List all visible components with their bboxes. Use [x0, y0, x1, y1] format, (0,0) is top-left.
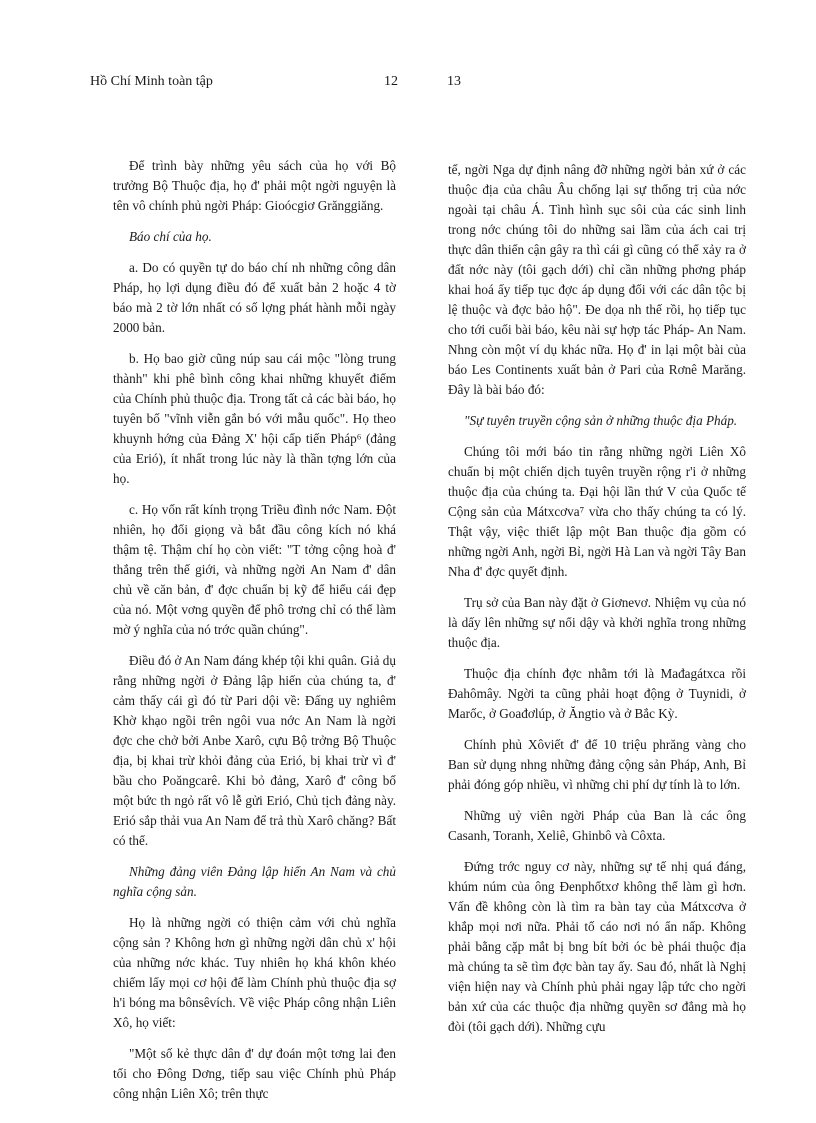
paragraph: Chính phủ Xôviết đ' để 10 triệu phrăng vàng cho Ban sử dụng nhng những đảng cộng sản Pháp, Anh, Bỉ phải đóng góp nhiều, vì những chi phí dự tính là to lớn.: [448, 737, 746, 792]
right-page-number: 13: [447, 74, 461, 89]
quoted-article-title: "Sự tuyên truyền cộng sản ở những thuộc địa Pháp.: [464, 413, 738, 428]
paragraph: Trụ sở của Ban này đặt ở Giơnevơ. Nhiệm vụ của nó là dấy lên những sự nổi dậy và khởi nghĩa trong những thuộc địa.: [448, 595, 746, 650]
subheading: Những đảng viên Đảng lập hiến An Nam và chủ nghĩa cộng sản.: [113, 864, 396, 899]
subheading: Báo chí của họ.: [129, 229, 212, 244]
paragraph: Thuộc địa chính đợc nhằm tới là Mađagátxca rồi Đahômây. Ngời ta cũng phải hoạt động ở Tuynidi, ở Marốc, ở Goađơlúp, ở Ăngtio và ở Bắc Kỳ.: [448, 666, 746, 721]
left-page-number: 12: [384, 74, 398, 89]
paragraph: Họ là những ngời có thiện cảm với chủ nghĩa cộng sản ? Không hơn gì những ngời dân chủ x' hội của những nớc khác. Tuy nhiên họ khá khôn khéo chiếm lấy mọi cơ hội để làm Chính phủ thuộc địa sợ h'i bóng ma bônsêvích. Về việc Pháp công nhận Liên Xô, họ viết:: [113, 915, 396, 1030]
paragraph: Chúng tôi mới báo tin rằng những ngời Liên Xô chuẩn bị một chiến dịch tuyên truyền rộng r'i ở những thuộc địa của chúng ta. Đại hội lần thứ V của Quốc tế Cộng sản của Mátxcơva⁷ vừa cho thấy chúng ta có lý. Thật vậy, việc thiết lập một Ban thuộc địa gồm có những ngời Anh, ngời Bỉ, ngời Hà Lan và ngời Tây Ban Nha đ' đợc quyết định.: [448, 444, 746, 579]
left-page-body: [113, 156, 396, 1115]
paragraph: Đứng trớc nguy cơ này, những sự tế nhị quá đáng, khúm núm của ông Đenphốtxơ không thể làm gì hơn. Vấn đề không còn là tìm ra bàn tay của Mátxcơva ở khắp mọi nơi nữa. Phải tố cáo nơi nó ẩn nấp. Không phải bằng cặp mắt bị bng bít bởi óc bè phái thuộc địa mà chúng ta sẽ tìm đợc bàn tay ấy. Sau đó, nhất là Nghị viện hiện nay và Chính phủ phải ngay lập tức cho ngời bản xứ của các thuộc địa những quyền sơ đẳng mà họ đòi (tôi gạch dới). Những cựu: [448, 859, 746, 1034]
paragraph: "Một số kẻ thực dân đ' dự đoán một tơng lai đen tối cho Đông Dơng, tiếp sau việc Chính phủ Pháp công nhận Liên Xô; trên thực: [113, 1046, 396, 1101]
paragraph: Những uỷ viên ngời Pháp của Ban là các ông Casanh, Toranh, Xeliê, Ghinbô và Côxta.: [448, 808, 746, 843]
paragraph: a. Do có quyền tự do báo chí nh những công dân Pháp, họ lợi dụng điều đó để xuất bản 2 hoặc 4 tờ báo mà 2 tờ lớn nhất có số lợng phát hành mỗi ngày 2000 bản.: [113, 260, 396, 335]
right-page-body: [448, 160, 746, 1048]
paragraph: Để trình bày những yêu sách của họ với Bộ trưởng Bộ Thuộc địa, họ đ' phải một ngời nguyện là tên vô chính phủ ngời Pháp: Gioócgiơ Grănggiăng.: [113, 158, 396, 213]
paragraph: c. Họ vốn rất kính trọng Triều đình nớc Nam. Đột nhiên, họ đổi giọng và bắt đầu công kích nó khá thậm tệ. Thậm chí họ còn viết: "T tởng cộng hoà đ' thắng trên thế giới, và những ngời An Nam đ' dân chủ về căn bản, đ' đợc chuẩn bị kỹ để hiểu cái đẹp của nó. Một vơng quyền để phô trơng chỉ có thể làm mờ ý nghĩa của nó trớc quần chúng".: [113, 502, 396, 637]
paragraph: Điều đó ở An Nam đáng khép tội khi quân. Giả dụ rằng những ngời ở Đảng lập hiến của chúng ta, đ' cảm thấy cái gì đó từ Pari dội về: Đấng uy nghiêm Khờ khạo ngồi trên ngôi vua nớc An Nam là ngời đợc che chở bởi Anbe Xarô, cựu Bộ trởng Bộ Thuộc địa, bị khai trừ khỏi đảng của Erió, bị khai trừ vì đ' bầu cho Poăngcarê. Khi bỏ đảng, Xarô đ' công bố một bức th ngỏ rất vô lễ gửi Erió, Chủ tịch đảng này. Erió sắp thải vua An Nam để trả thù Xarô chăng? Bất có thể.: [113, 653, 396, 848]
paragraph: b. Họ bao giờ cũng núp sau cái mộc "lòng trung thành" khi phê bình công khai những khuyết điểm của Chính phủ thuộc địa. Trong tất cả các bài báo, họ tuyên bố "vĩnh viễn gắn bó với mẫu quốc". Họ theo khuynh hớng của Đảng X' hội cấp tiến Pháp⁶ (đảng của Erió), ít nhất trong lúc này là thần tợng lớn của họ.: [113, 351, 396, 486]
running-head-title: Hồ Chí Minh toàn tập: [90, 74, 213, 89]
paragraph: tế, ngời Nga dự định nâng đỡ những ngời bản xứ ở các thuộc địa của châu Âu chống lại sự thống trị của nớc ngoài tại châu Á. Tình hình sục sôi của các sinh linh trong nớc chúng tôi do những sai lầm của ách cai trị thực dân thiển cận gây ra thì cái gì cũng có thể xảy ra ở đất nớc này (tôi gạch dới) chỉ cần những phơng pháp khai hoá ấy tiếp tục đợc áp dụng đối với các dân tộc bị lệ thuộc và đợc bảo hộ". Đe dọa nh thế rồi, họ tiếp tục cho tới cuối bài báo, kêu nài sự hợp tác Pháp- An Nam. Nhng còn một ví dụ khác nữa. Họ đ' in lại một bài của báo Les Continents xuất bản ở Pari của Rơnê Marăng. Đây là bài báo đó:: [448, 162, 746, 397]
